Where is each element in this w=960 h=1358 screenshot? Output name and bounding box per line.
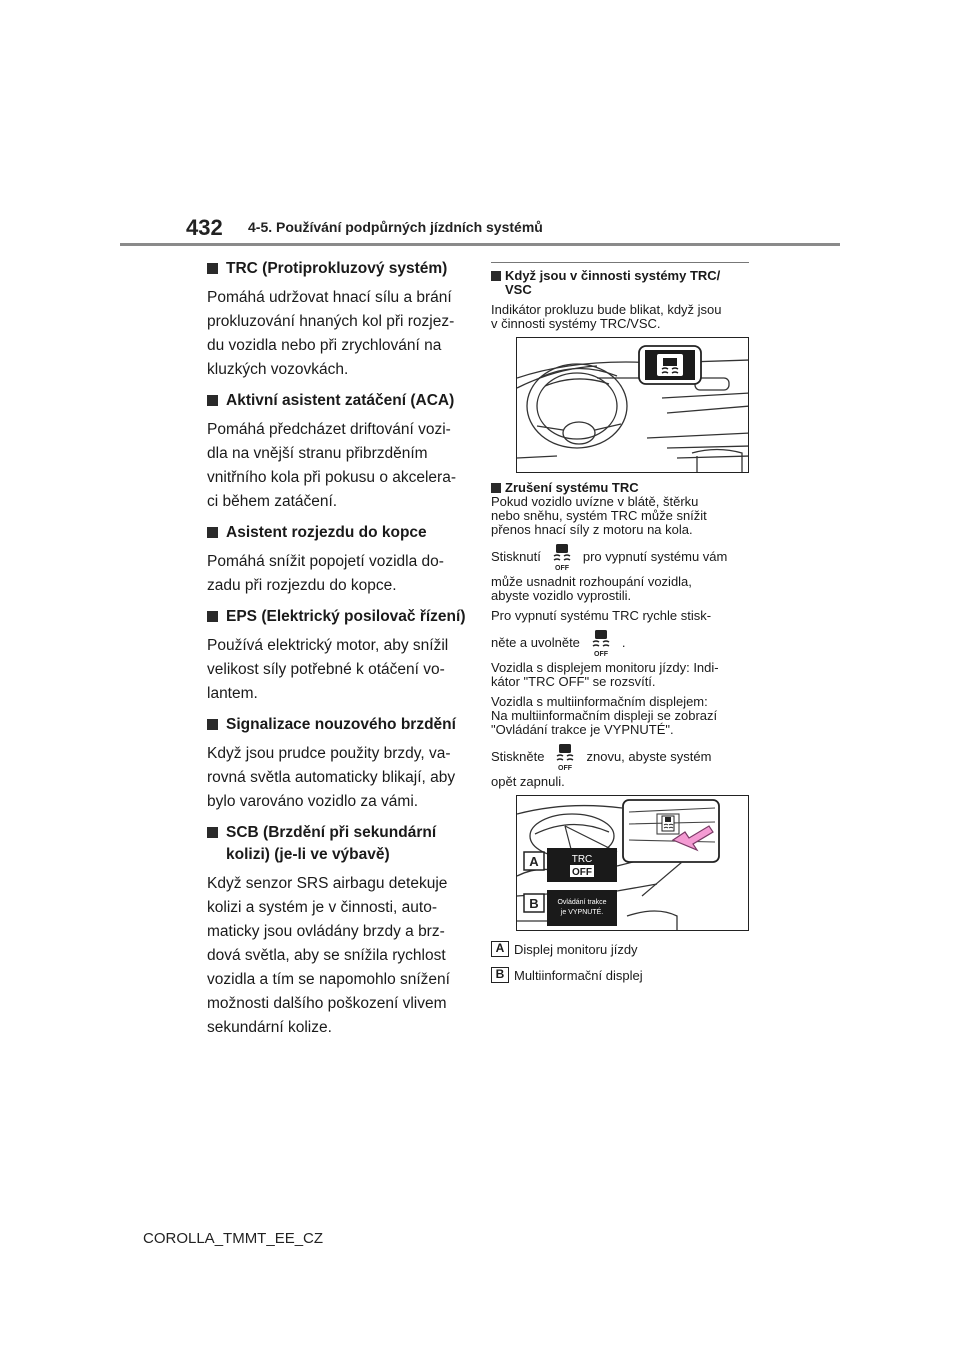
dashboard-illustration bbox=[517, 338, 749, 473]
trc-off-display-top: TRC bbox=[571, 854, 593, 865]
header-rule bbox=[120, 243, 840, 246]
trc-off-display-figure bbox=[516, 795, 749, 931]
bullet-square-icon bbox=[491, 483, 501, 493]
section-body-trc: Pomáhá udržovat hnací sílu a brání prokluzování hnaných kol při rozjez- du vozidla nebo při zrychlování na kluzkých vozovkách. bbox=[207, 289, 455, 378]
section-body-emergency-signal: Když jsou prudce použity brzdy, va- rovná světla automaticky blikají, aby bylo varováno vozidlo za vámi. bbox=[207, 745, 456, 810]
bullet-square-icon bbox=[207, 395, 218, 406]
dashboard-slip-indicator-figure bbox=[516, 337, 749, 473]
off-icon-label: OFF bbox=[558, 765, 573, 771]
press-again-line: Stiskněte OFF znovu, abyste systém bbox=[491, 743, 751, 771]
trc-off-message-line1: Ovládání trakce bbox=[557, 899, 607, 906]
bullet-square-icon bbox=[491, 271, 501, 281]
cancel-heading: Zrušení systému TRC bbox=[491, 481, 751, 495]
section-heading-trc: TRC (Protiprokluzový systém) bbox=[207, 258, 475, 280]
multi-display-note: Vozidla s multiinformačním displejem: Na multiinformačním displeji se zobrazí "Ovládání trakce je VYPNUTÉ". bbox=[491, 694, 718, 737]
section-body-eps: Používá elektrický motor, aby snížil velikost síly potřebné k otáčení vo- lantem. bbox=[207, 637, 449, 702]
bullet-square-icon bbox=[207, 719, 218, 730]
section-heading-emergency-signal: Signalizace nouzového brzdění bbox=[207, 714, 475, 736]
off-icon-label: OFF bbox=[554, 565, 569, 571]
bullet-square-icon bbox=[207, 263, 218, 274]
section-heading-eps: EPS (Elektrický posilovač řízení) bbox=[207, 606, 475, 628]
section-heading-scb: SCB (Brzdění při sekundární kolizi) (je-li ve výbavě) bbox=[207, 822, 475, 866]
quick-press-line: Pro vypnutí systému TRC rychle stisk- bbox=[491, 608, 712, 623]
trc-off-illustration bbox=[517, 796, 749, 931]
trc-off-message-line2: je VYPNUTÉ. bbox=[560, 909, 604, 916]
section-body-hill-start: Pomáhá snížit popojetí vozidla do- zadu při rozjezdu do kopce. bbox=[207, 553, 444, 594]
section-body-scb: Když senzor SRS airbagu detekuje kolizi a systém je v činnosti, auto- maticky jsou ovládány brzdy a brz- dová světla, aby se snížila rychlost vozidla a tím se napomohlo snížení možnosti dalšího poškození vlivem sekundární kolize. bbox=[207, 875, 450, 1036]
press-instruction-line: Stisknutí OFF pro vypnutí systému vám bbox=[491, 543, 751, 571]
chapter-title: 4-5. Používání podpůrných jízdních systémů bbox=[248, 219, 543, 235]
release-instruction-line: něte a uvolněte OFF . bbox=[491, 629, 751, 657]
section-body-aca: Pomáhá předcházet driftování vozi- dla na vnější stranu přibrzděním vnitřního kola při pokusu o akcelera- ci během zatáčení. bbox=[207, 421, 456, 510]
trc-off-switch-icon bbox=[550, 743, 580, 771]
display-note: Vozidla s displejem monitoru jízdy: Indi- kátor "TRC OFF" se rozsvítí. bbox=[491, 660, 719, 689]
cancel-intro: Pokud vozidlo uvízne v blátě, štěrku nebo sněhu, systém TRC může snížit přenos hnací síly z motoru na kola. bbox=[491, 494, 707, 537]
legend-item-b bbox=[491, 967, 751, 983]
page-number: 432 bbox=[186, 215, 223, 240]
section-heading-hill-start: Asistent rozjezdu do kopce bbox=[207, 522, 475, 544]
bullet-square-icon bbox=[207, 527, 218, 538]
legend-text-b: Multiinformační displej bbox=[514, 967, 643, 983]
bullet-square-icon bbox=[207, 611, 218, 622]
legend-item-a bbox=[491, 941, 751, 957]
legend-text-a: Displej monitoru jízdy bbox=[514, 941, 638, 957]
right-column bbox=[491, 262, 751, 983]
press-instruction-cont: může usnadnit rozhoupání vozidla, abyste vozidlo vyprostili. bbox=[491, 574, 692, 603]
legend-key-b: B bbox=[491, 967, 509, 983]
press-again-cont: opět zapnuli. bbox=[491, 774, 565, 789]
trc-off-switch-icon bbox=[586, 629, 616, 657]
figure-label-b: B bbox=[529, 896, 539, 911]
legend-key-a: A bbox=[491, 941, 509, 957]
bullet-square-icon bbox=[207, 827, 218, 838]
active-body: Indikátor prokluzu bude blikat, když jsou v činnosti systémy TRC/VSC. bbox=[491, 302, 722, 331]
trc-off-switch-icon bbox=[547, 543, 577, 571]
section-heading-aca: Aktivní asistent zatáčení (ACA) bbox=[207, 390, 475, 412]
active-heading: Když jsou v činnosti systémy TRC/ VSC bbox=[491, 269, 751, 297]
left-column bbox=[207, 258, 475, 1048]
footer-model-code: COROLLA_TMMT_EE_CZ bbox=[143, 1230, 324, 1247]
right-top-rule bbox=[491, 262, 749, 263]
off-icon-label: OFF bbox=[593, 651, 608, 657]
trc-off-display-bottom: OFF bbox=[572, 867, 592, 878]
figure-label-a: A bbox=[529, 854, 539, 869]
